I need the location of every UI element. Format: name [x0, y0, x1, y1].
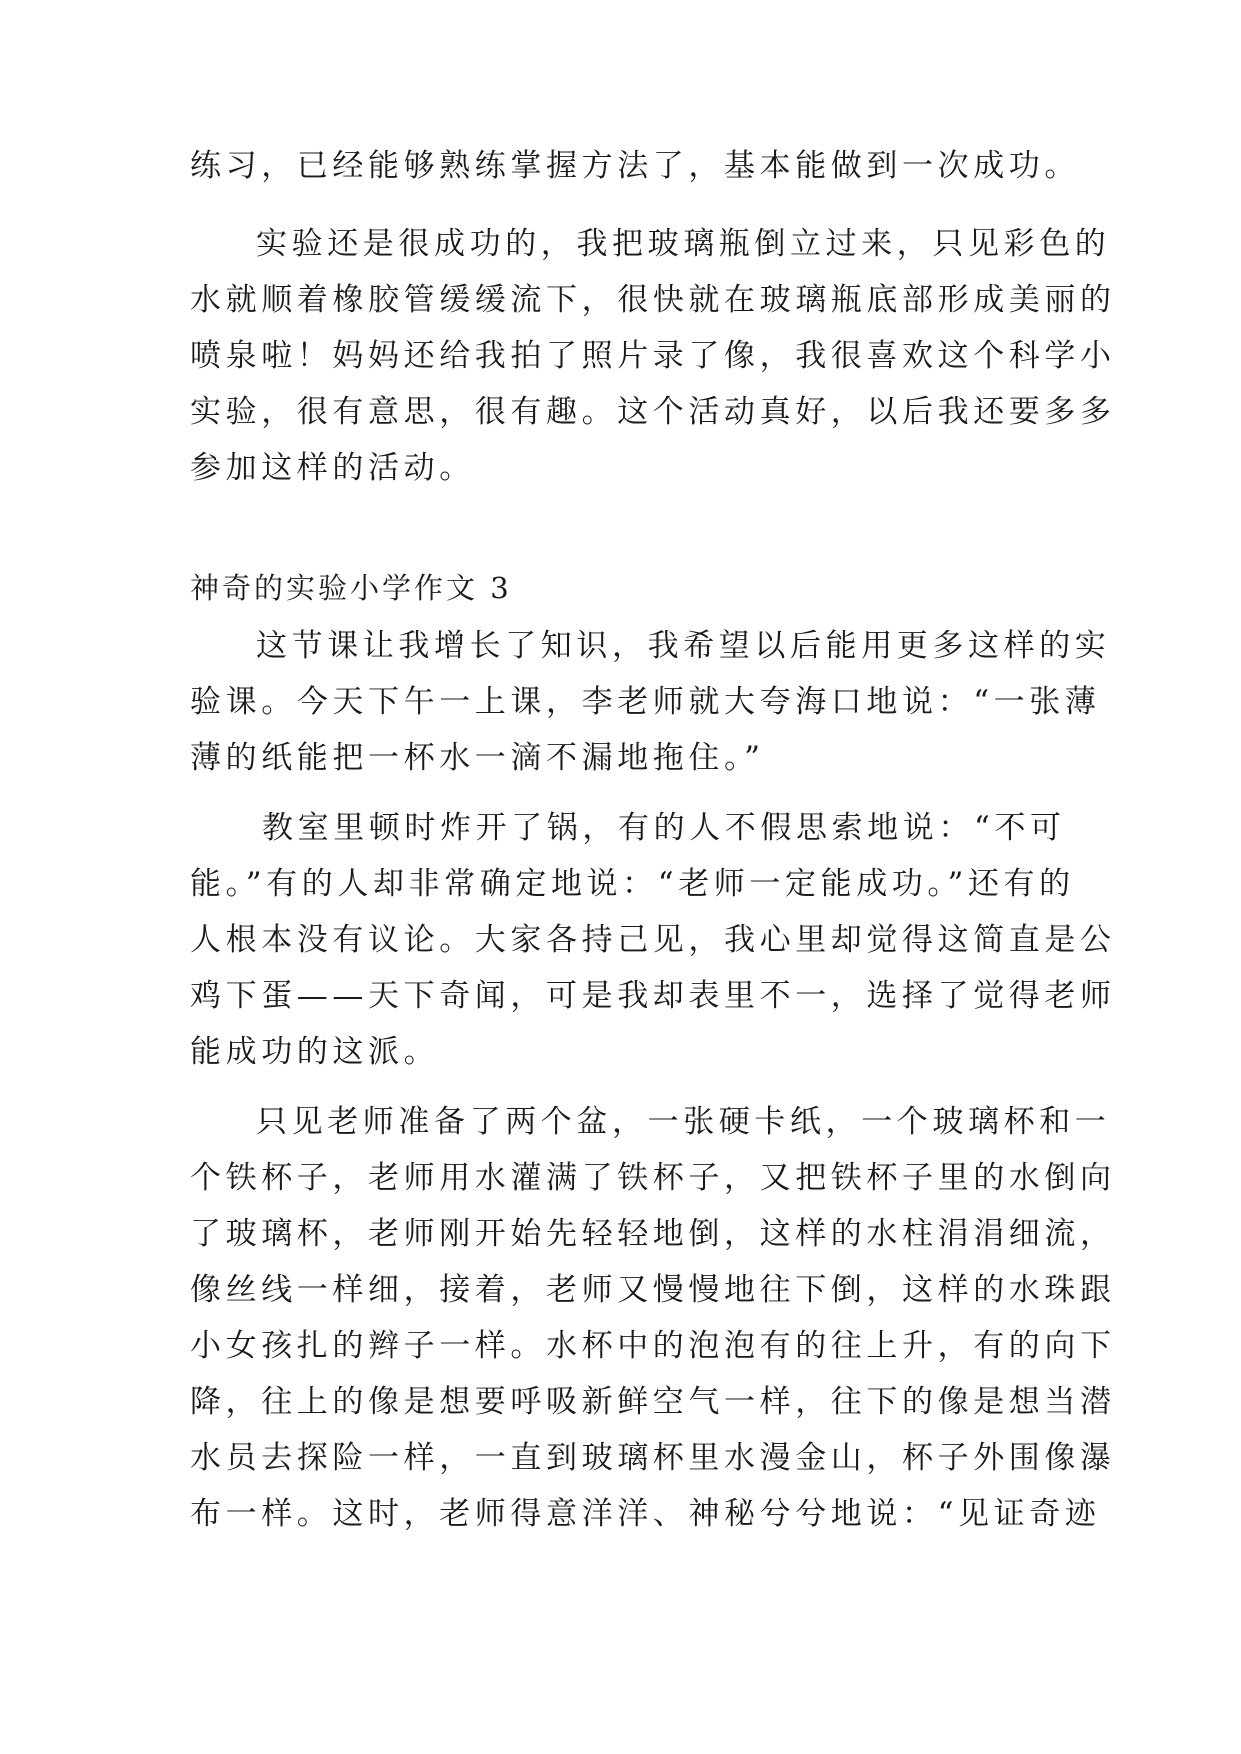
text-line: 练习，已经能够熟练掌握方法了，基本能做到一次成功。 — [190, 148, 1080, 184]
text-line: 教室里顿时炸开了锅，有的人不假思索地说：“不可 — [262, 810, 1066, 846]
text-line: 布一样。这时，老师得意洋洋、神秘兮兮地说：“见证奇迹 — [190, 1496, 1101, 1532]
text-line: 喷泉啦！妈妈还给我拍了照片录了像，我很喜欢这个科学小 — [190, 338, 1116, 374]
text-line: 参加这样的活动。 — [190, 450, 475, 486]
text-line: 个铁杯子，老师用水灌满了铁杯子，又把铁杯子里的水倒向 — [190, 1160, 1116, 1196]
text-line: 验课。今天下午一上课，李老师就大夸海口地说：“一张薄 — [190, 684, 1101, 720]
text-line: 鸡下蛋——天下奇闻，可是我却表里不一，选择了觉得老师 — [190, 978, 1116, 1014]
text-line: 实验，很有意思，很有趣。这个活动真好，以后我还要多多 — [190, 394, 1116, 430]
section-title: 神奇的实验小学作文 3 — [190, 571, 512, 605]
text-line: 能成功的这派。 — [190, 1034, 440, 1070]
text-line: 水员去探险一样，一直到玻璃杯里水漫金山，杯子外围像瀑 — [190, 1440, 1116, 1476]
text-line: 小女孩扎的辫子一样。水杯中的泡泡有的往上升，有的向下 — [190, 1328, 1116, 1364]
text-line: 水就顺着橡胶管缓缓流下，很快就在玻璃瓶底部形成美丽的 — [190, 282, 1116, 318]
text-line: 这节课让我增长了知识，我希望以后能用更多这样的实 — [256, 628, 1111, 664]
text-line: 像丝线一样细，接着，老师又慢慢地往下倒，这样的水珠跟 — [190, 1272, 1116, 1308]
text-line: 能。”有的人却非常确定地说：“老师一定能成功。”还有的 — [190, 866, 1075, 902]
text-line: 实验还是很成功的，我把玻璃瓶倒立过来，只见彩色的 — [256, 226, 1111, 262]
text-line: 了玻璃杯，老师刚开始先轻轻地倒，这样的水柱涓涓细流， — [190, 1216, 1116, 1252]
text-line: 只见老师准备了两个盆，一张硬卡纸，一个玻璃杯和一 — [256, 1104, 1111, 1140]
text-line: 薄的纸能把一杯水一滴不漏地拖住。” — [190, 740, 765, 776]
text-line: 降，往上的像是想要呼吸新鲜空气一样，往下的像是想当潜 — [190, 1384, 1116, 1420]
text-line: 人根本没有议论。大家各持己见，我心里却觉得这简直是公 — [190, 922, 1116, 958]
